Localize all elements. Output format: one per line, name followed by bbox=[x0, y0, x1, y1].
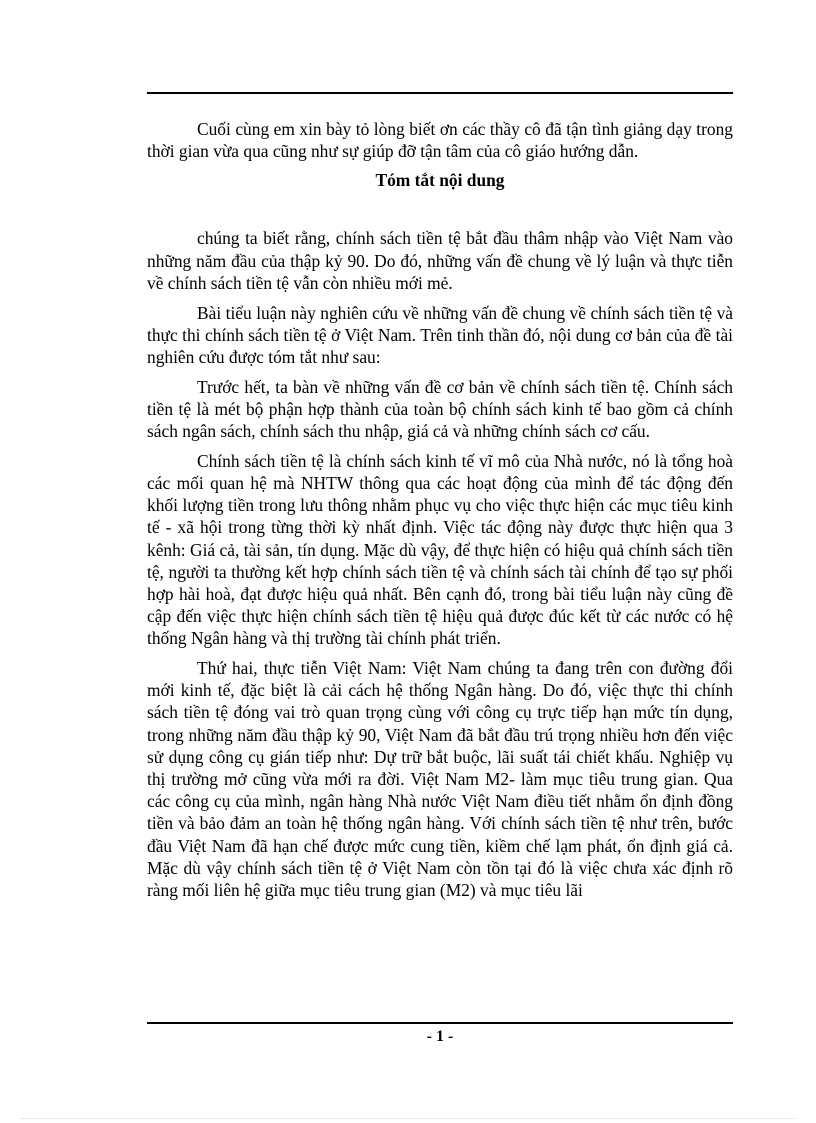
section-heading: Tóm tắt nội dung bbox=[375, 170, 505, 191]
page-number: - 1 - bbox=[426, 1028, 454, 1045]
body-paragraph: Thứ hai, thực tiễn Việt Nam: Việt Nam chúng ta đang trên con đường đổi mới kinh tế, đặc biệt là cải cách hệ thống Ngân hàng. Do đó, việc thực thi chính sách tiền tệ đóng vai trò quan trọng cùng với công cụ trực tiếp hạn mức tín dụng, trong những năm đầu thập kỷ 90, Việt Nam đã bắt đầu trú trọng nhiều hơn đến việc sử dụng công cụ gián tiếp như: Dự trữ bắt buộc, lãi suất tái chiết khấu. Nghiệp vụ thị trường mở cũng vừa mới ra đời. Việt Nam M2- làm mục tiêu trung gian. Qua các công cụ của mình, ngân hàng Nhà nước Việt Nam điều tiết nhằm ổn định đồng tiền và bảo đảm an toàn hệ thống ngân hàng. Với chính sách tiền tệ như trên, bước đầu Việt Nam đã hạn chế được mức cung tiền, kiềm chế lạm phát, ổn định giá cả. Mặc dù vậy chính sách tiền tệ ở Việt Nam còn tồn tại đó là việc chưa xác định rõ ràng mối liên hệ giữa mục tiêu trung gian (M2) và mục tiêu lãi bbox=[147, 658, 733, 901]
body-paragraph: chúng ta biết rằng, chính sách tiền tệ bắt đầu thâm nhập vào Việt Nam vào những năm đầu của thập kỷ 90. Do đó, những vấn đề chung về lý luận và thực tiễn về chính sách tiền tệ vẫn còn nhiều mới mẻ. bbox=[147, 228, 733, 293]
body-paragraph: Trước hết, ta bàn về những vấn đề cơ bản về chính sách tiền tệ. Chính sách tiền tệ là mét bộ phận hợp thành của toàn bộ chính sách kinh tế bao gồm cả chính sách ngân sách, chính sách thu nhập, giá cả và những chính sách cơ cấu. bbox=[147, 376, 733, 442]
header-rule bbox=[147, 92, 733, 94]
page-body bbox=[147, 118, 733, 901]
footer-rule bbox=[147, 1022, 733, 1024]
body-paragraph: Chính sách tiền tệ là chính sách kinh tế vĩ mô của Nhà nước, nó là tổng hoà các mối quan hệ mà NHTW thông qua các hoạt động của mình để tác động đến khối lượng tiền trong lưu thông nhằm phục vụ cho việc thực hiện các mục tiêu kinh tế - xã hội trong từng thời kỳ nhất định. Việc tác động này được thực hiện qua 3 kênh: Giá cả, tài sản, tín dụng. Mặc dù vậy, để thực hiện có hiệu quả chính sách tiền tệ, người ta thường kết hợp chính sách tiền tệ và chính sách tài chính để tạo sự phối hợp hài hoà, đạt được hiệu quả nhất. Bên cạnh đó, trong bài tiểu luận này cũng đề cập đến việc thực hiện chính sách tiền tệ hiệu quả được đúc kết từ các nước có hệ thống Ngân hàng và thị trường tài chính phát triển. bbox=[147, 450, 733, 649]
intro-paragraph: Cuối cùng em xin bày tỏ lòng biết ơn các thầy cô đã tận tình giảng dạy trong thời gian vừa qua cũng như sự giúp đỡ tận tâm của cô giáo hướng dẫn. bbox=[147, 119, 733, 162]
page-edge-divider bbox=[20, 1118, 796, 1119]
body-paragraph: Bài tiểu luận này nghiên cứu về những vấn đề chung về chính sách tiền tệ và thực thi chính sách tiền tệ ở Việt Nam. Trên tinh thần đó, nội dung cơ bản của đề tài nghiên cứu được tóm tắt như sau: bbox=[147, 302, 733, 367]
